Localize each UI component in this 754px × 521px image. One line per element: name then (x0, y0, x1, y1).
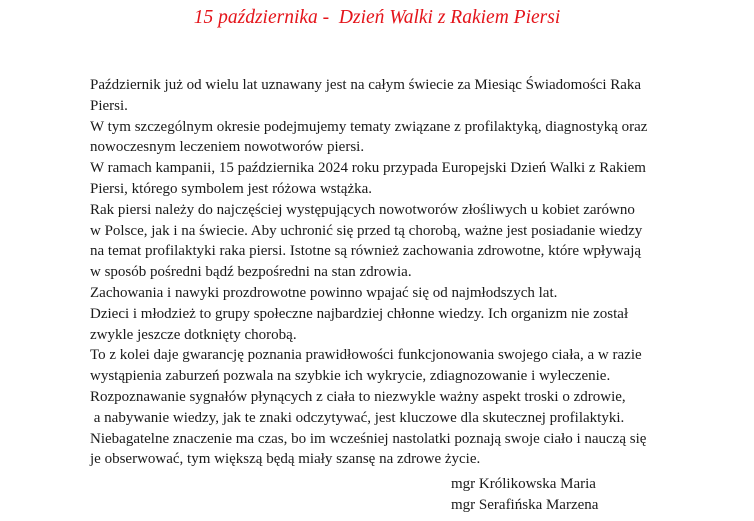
paragraph-line: nowoczesnym leczeniem nowotworów piersi. (90, 139, 365, 156)
paragraph-line: Rozpoznawanie sygnałów płynących z ciała to niezwykle ważny aspekt troski o zdrowie, (90, 388, 626, 405)
paragraph-line: Rak piersi należy do najczęściej występujących nowotworów złośliwych u kobiet zarówno (90, 201, 635, 218)
page-title: 15 października - Dzień Walki z Rakiem Piersi (193, 7, 561, 28)
paragraph-line: W tym szczególnym okresie podejmujemy tematy związane z profilaktyką, diagnostyką oraz (90, 118, 648, 135)
paragraph-line: W ramach kampanii, 15 października 2024 roku przypada Europejski Dzień Walki z Rakiem (90, 160, 646, 177)
paragraph-line: zwykle jeszcze dotknięty chorobą. (90, 326, 297, 343)
paragraph-line: Zachowania i nawyki prozdrowotne powinno wpajać się od najmłodszych lat. (90, 284, 558, 301)
signature-author: mgr Królikowska Maria (451, 476, 596, 492)
paragraph-line: Dzieci i młodzież to grupy społeczne najbardziej chłonne wiedzy. Ich organizm nie został (90, 305, 629, 322)
paragraph-line: wystąpienia zaburzeń pozwala na szybkie ich wykrycie, zdiagnozowanie i wyleczenie. (90, 368, 611, 385)
paragraph-line: Niebagatelne znaczenie ma czas, bo im wcześniej nastolatki poznają swoje ciało i nauczą się (90, 430, 647, 447)
signature-author: mgr Serafińska Marzena (451, 497, 599, 513)
paragraph-line: Piersi, którego symbolem jest różowa wstążka. (90, 180, 373, 197)
paragraph-line: w Polsce, jak i na świecie. Aby uchronić się przed tą chorobą, ważne jest posiadanie wiedzy (90, 222, 643, 239)
paragraph-line: je obserwować, tym większą będą miały szansę na zdrowe życie. (90, 451, 481, 468)
paragraph-line: To z kolei daje gwarancję poznania prawidłowości funkcjonowania swojego ciała, a w razie (90, 347, 642, 364)
paragraph-line: a nabywanie wiedzy, jak te znaki odczytywać, jest kluczowe dla skutecznej profilaktyki. (90, 409, 625, 426)
paragraph-line: w sposób pośredni bądź bezpośredni na stan zdrowia. (90, 264, 412, 281)
article-body (90, 75, 690, 470)
paragraph-line: Piersi. (90, 97, 128, 114)
paragraph-line: Październik już od wielu lat uznawany jest na całym świecie za Miesiąc Świadomości Raka (90, 77, 642, 93)
paragraph-line: na temat profilaktyki raka piersi. Istotne są również zachowania zdrowotne, które wpływają (90, 243, 642, 260)
signature-block (451, 474, 598, 516)
